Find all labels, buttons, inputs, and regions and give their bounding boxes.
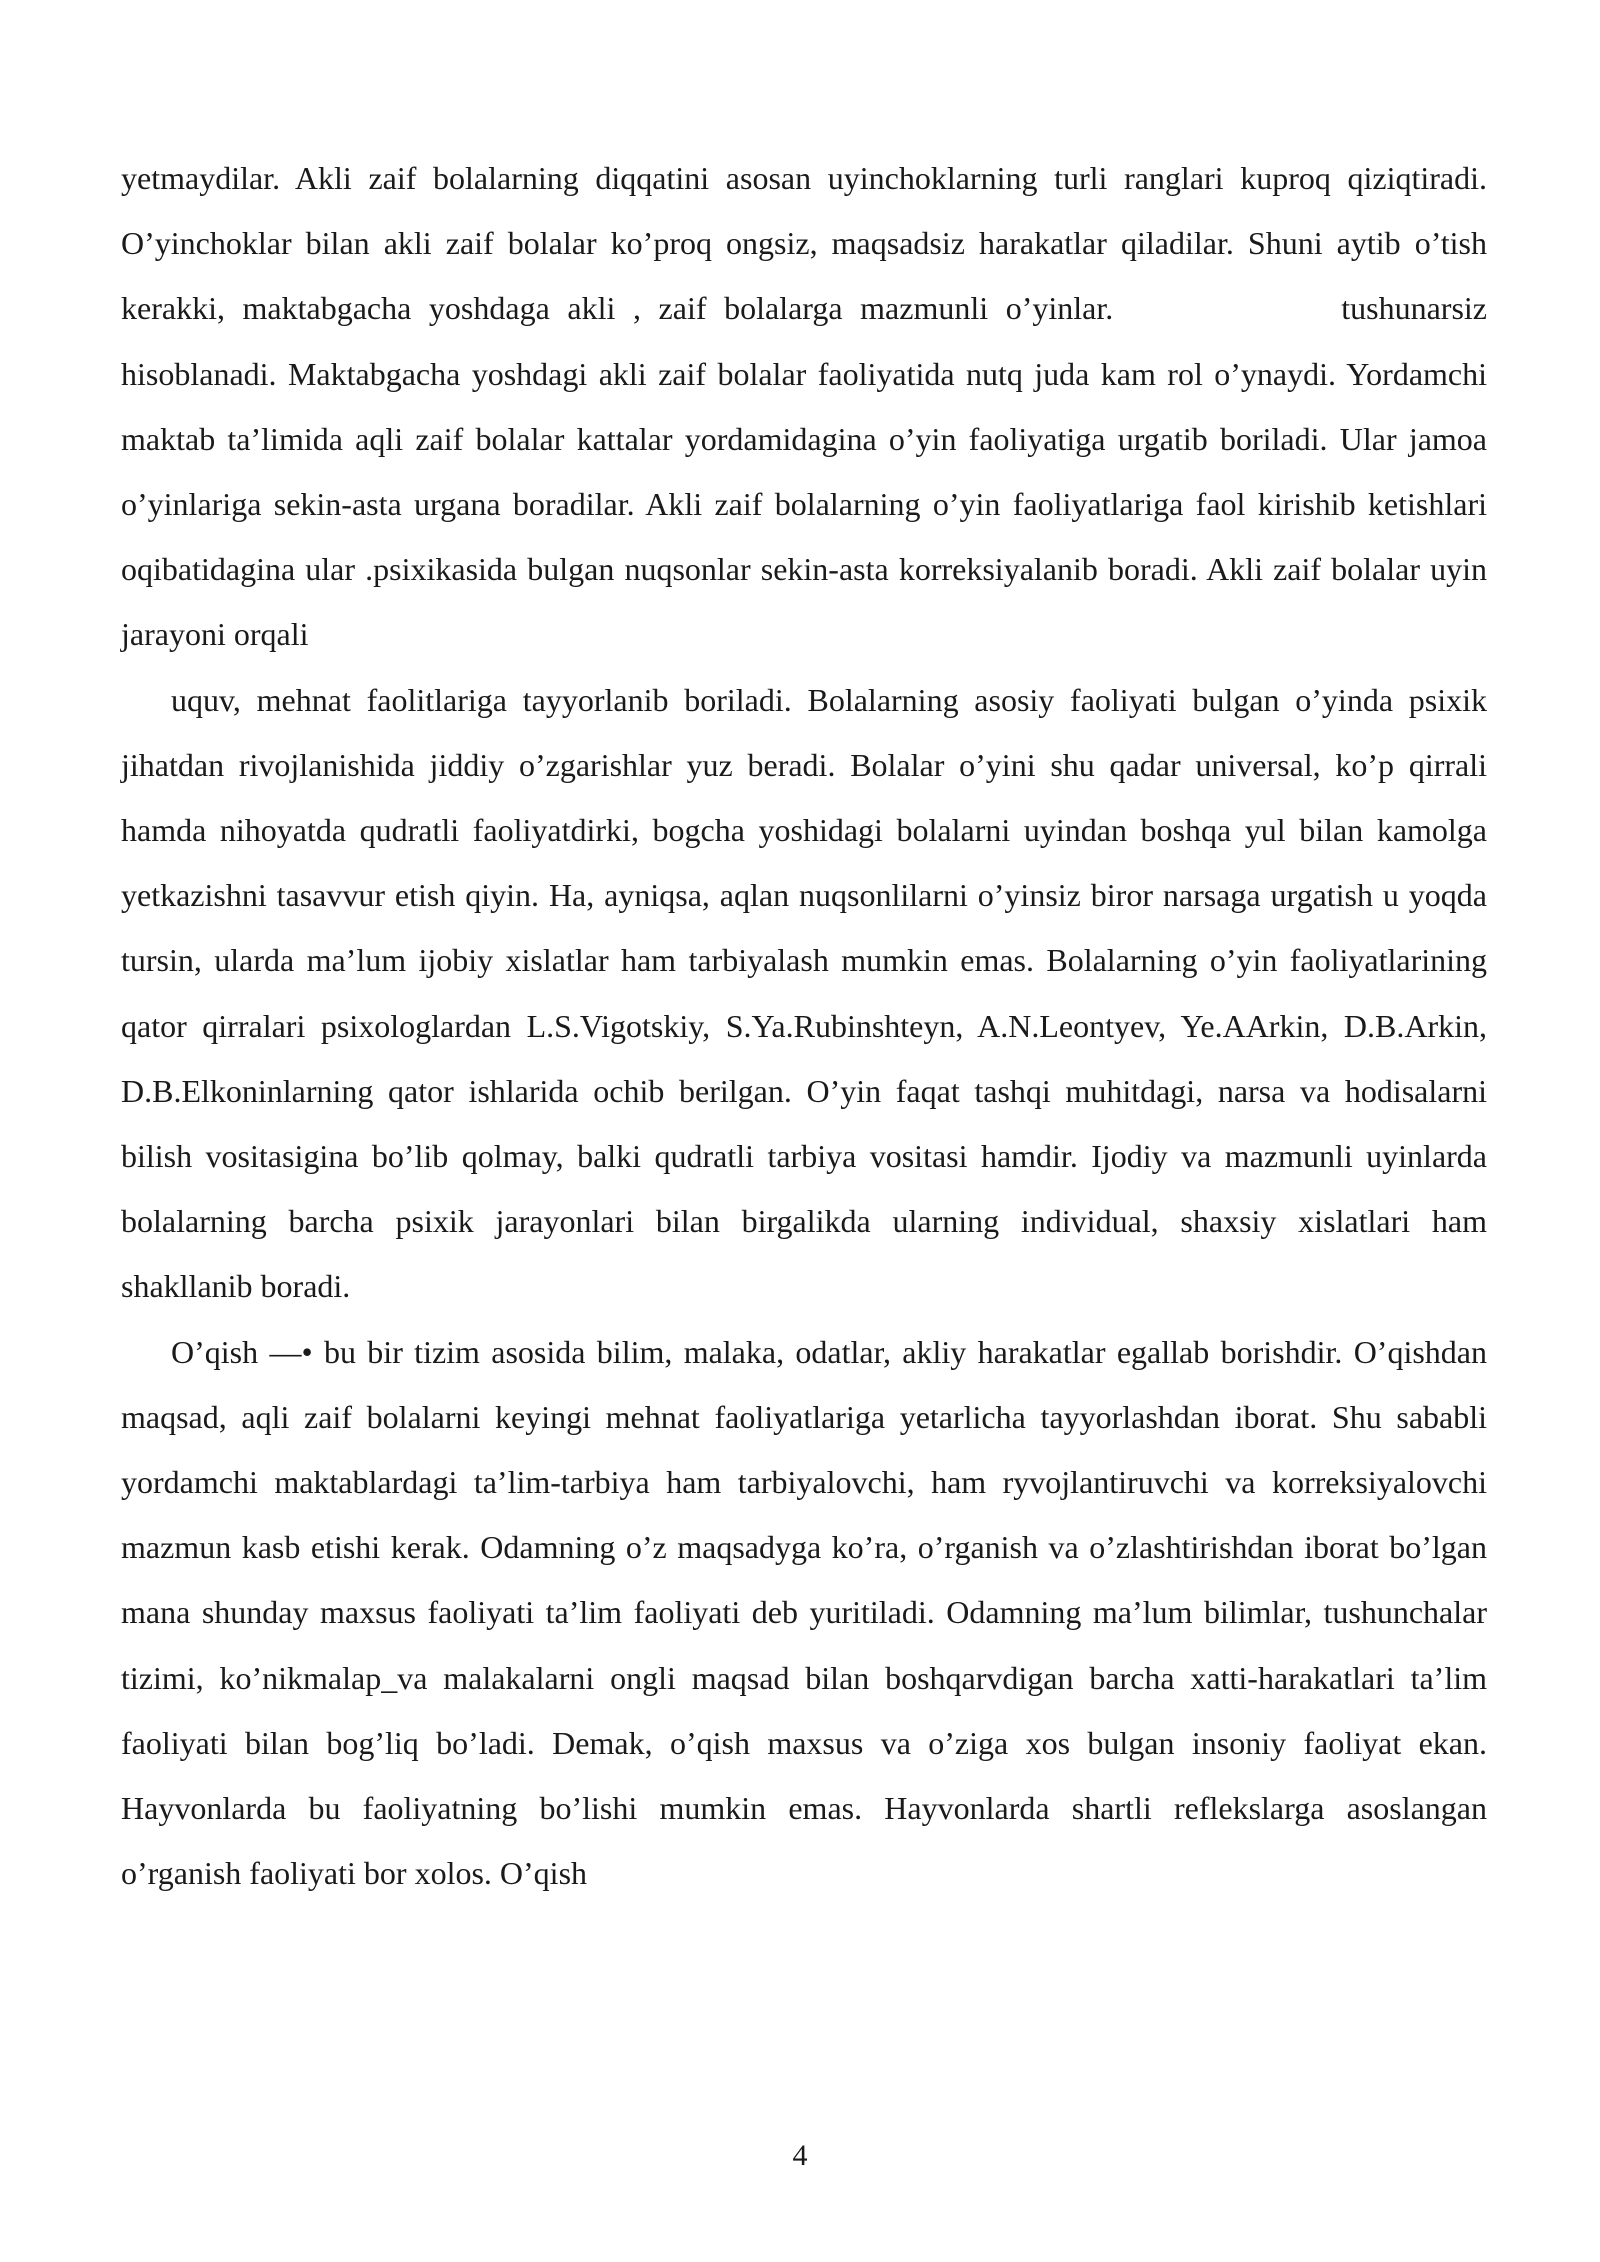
paragraph-1 [121,146,1487,668]
body-text [121,146,1487,1906]
paragraph-3: O’qish —• bu bir tizim asosida bilim, malaka, odatlar, akliy harakatlar egallab borishdir. O’qishdan maqsad, aqli zaif bolalarni keyingi mehnat faoliyatlariga yetarlicha tayyorlashdan iborat. Shu sababli yordamchi maktablardagi ta’lim-tarbiya ham tarbiyalovchi, ham ryvojlantiruvchi va korreksiyalovchi mazmun kasb etishi kerak. Odamning o’z maqsadyga ko’ra, o’rganish va o’zlashtirishdan iborat bo’lgan mana shunday maxsus faoliyati ta’lim faoliyati deb yuritiladi. Odamning ma’lum bilimlar, tushunchalar tizimi, ko’nikmalap_va malakalarni ongli maqsad bilan boshqarvdigan barcha xatti-harakatlari ta’lim faoliyati bilan bog’liq bo’ladi. Demak, o’qish maxsus va o’ziga xos bulgan insoniy faoliyat ekan. Hayvonlarda bu faoliyatning bo’lishi mumkin emas. Hayvonlarda shartli reflekslarga asoslangan o’rganish faoliyati bor xolos. O’qish [121,1333,1487,1892]
page-number: 4 [792,2139,808,2172]
paragraph-2: uquv, mehnat faolitlariga tayyorlanib boriladi. Bolalarning asosiy faoliyati bulgan o’yinda psixik jihatdan rivojlanishida jiddiy o’zgarishlar yuz beradi. Bolalar o’yini shu qadar universal, ko’p qirrali hamda nihoyatda qudratli faoliyatdirki, bogcha yoshidagi bolalarni uyindan boshqa yul bilan kamolga yetkazishni tasavvur etish qiyin. Ha, ayniqsa, aqlan nuqsonlilarni o’yinsiz biror narsaga urgatish u yoqda tursin, ularda ma’lum ijobiy xislatlar ham tarbiyalash mumkin emas. Bolalarning o’yin faoliyatlarining qator qirralari psixologlardan L.S.Vigotskiy, S.Ya.Rubinshteyn, A.N.Leontyev, Ye.AArkin, D.B.Arkin, D.B.Elkoninlarning qator ishlarida ochib berilgan. O’yin faqat tashqi muhitdagi, narsa va hodisalarni bilish vositasigina bo’lib qolmay, balki qudratli tarbiya vositasi hamdir. Ijodiy va mazmunli uyinlarda bolalarning barcha psixik jarayonlari bilan birgalikda ularning individual, shaxsiy xislatlari ham shakllanib boradi. [121,681,1487,1305]
paragraph-1-part-b: tushunarsiz hisoblanadi. Maktabgacha yoshdagi akli zaif bolalar faoliyatida nutq juda kam rol o’ynaydi. Yordamchi maktab ta’limida aqli zaif bolalar kattalar yordamidagina o’yin faoliyatiga urgatib boriladi. Ular jamoa o’yinlariga sekin-asta urgana boradilar. Akli zaif bolalarning o’yin faoliyatlariga faol kirishib ketishlari oqibatidagina ular .psixikasida bulgan nuqsonlar sekin-asta korreksiyalanib boradi. Akli zaif bolalar uyin jarayoni orqali [121,290,1487,653]
paragraph-1-part-a: yetmaydilar. Akli zaif bolalarning diqqatini asosan uyinchoklarning turli ranglari kuproq qiziqtiradi. O’yinchoklar bilan akli zaif bolalar ko’proq ongsiz, maqsadsiz harakatlar qiladilar. Shuni aytib o’tish kerakki, maktabgacha yoshdaga akli , zaif bolalarga mazmunli o’yinlar. [121,160,1487,327]
